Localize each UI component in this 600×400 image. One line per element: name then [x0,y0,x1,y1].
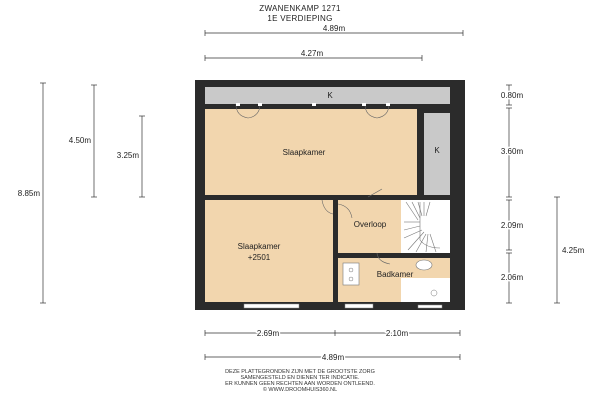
storage-top-label: K [327,91,333,100]
door-marker [258,103,262,106]
disclaimer-line-2: SAMENGESTELD EN DIENEN TER INDICATIE. [240,375,360,381]
door-marker [362,103,366,106]
dim-right-storage: 0.80m [500,91,524,100]
dim-right-bath: 2.06m [500,273,524,282]
dim-right-room: 3.60m [500,147,524,156]
dim-bottom-left: 2.69m [256,329,280,338]
bedroom-top-label: Slaapkamer [282,148,326,157]
disclaimer-line-1: DEZE PLATTEGRONDEN ZIJN MET DE GROOTSTE ZORG [225,369,375,375]
bedroom-bottom-label: Slaapkamer [237,242,281,251]
sink-icon [343,263,359,285]
dim-right-landing: 2.09m [500,221,524,230]
shower-area [401,278,450,302]
bathroom-label: Badkamer [376,270,414,279]
door-marker [312,103,316,106]
window-shower [418,305,442,308]
dim-left-room: 3.25m [116,151,139,160]
dim-top-inner: 4.27m [300,49,324,58]
window-bottom [244,304,299,308]
plan-body [195,80,465,310]
dim-right-lower: 4.25m [562,246,585,255]
dim-left-total: 8.85m [17,189,40,198]
door-marker [386,103,390,106]
dim-left-upper: 4.50m [68,136,91,145]
window-bath [345,304,373,308]
dim-bottom-total: 4.89m [321,353,345,362]
dim-top-total: 4.89m [322,24,346,33]
landing-label: Overloop [353,220,387,229]
address-title: ZWANENKAMP 1271 [259,4,341,13]
toilet-icon [416,260,432,270]
bedroom-bottom-area [205,200,333,302]
floor-title: 1E VERDIEPING [267,14,333,23]
dim-bottom-right: 2.10m [385,329,409,338]
storage-right-label: K [434,146,440,155]
disclaimer-line-4: © WWW.DROOMHUIS360.NL [262,387,338,393]
disclaimer-line-3: ER KUNNEN GEEN RECHTEN AAN WORDEN ONTLEEND. [225,381,375,387]
bedroom-bottom-area-label: +2501 [247,253,271,262]
door-marker [236,103,240,106]
